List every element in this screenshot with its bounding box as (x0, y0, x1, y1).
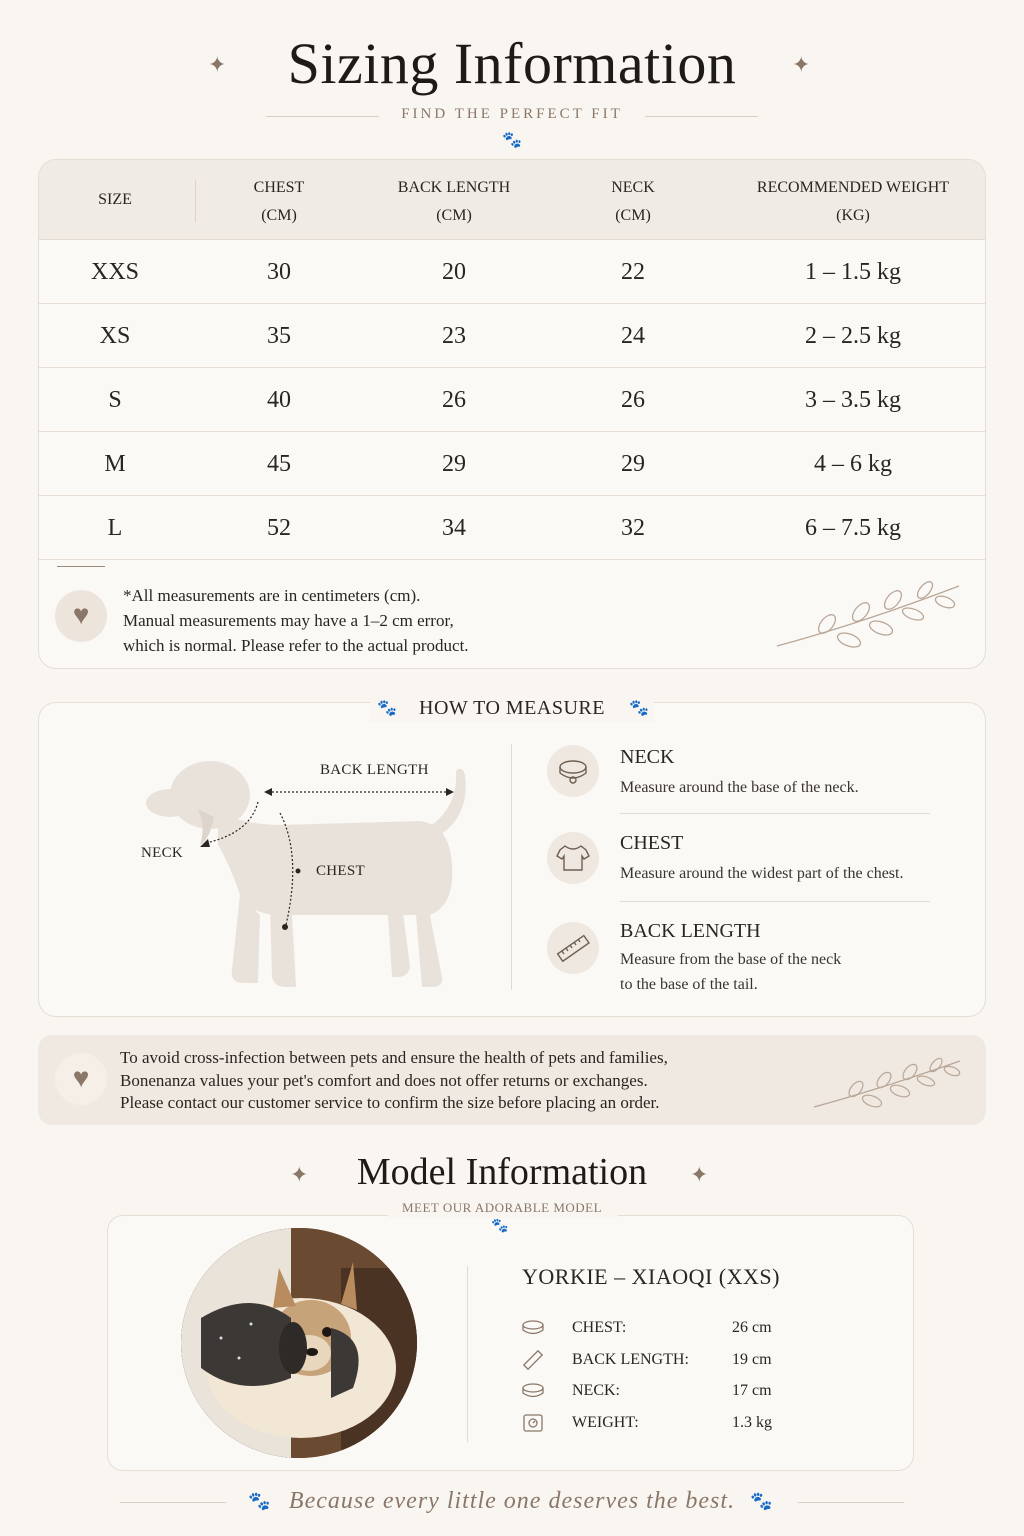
ruler-icon (547, 922, 599, 974)
header-chest: CHEST (CM) (253, 179, 305, 224)
stat-value: 19 cm (732, 1351, 772, 1368)
measurement-note (39, 564, 985, 669)
cell-back-length: 26 (442, 387, 466, 413)
measure-chest-desc: Measure around the widest part of the chest. (620, 865, 904, 882)
cell-weight: 2 – 2.5 kg (805, 323, 901, 349)
stat-label: NECK: (572, 1382, 620, 1399)
how-to-measure-title: HOW TO MEASURE (419, 697, 605, 719)
page-title: Sizing Information (287, 31, 737, 96)
note-line: Manual measurements may have a 1–2 cm error, (123, 611, 454, 630)
table-header (39, 160, 985, 240)
stat-value: 1.3 kg (732, 1414, 772, 1431)
stat-label: CHEST: (572, 1319, 627, 1336)
cell-back-length: 29 (442, 451, 466, 477)
cell-chest: 30 (267, 259, 291, 285)
model-title: Model Information (356, 1151, 648, 1193)
cell-size: M (104, 451, 126, 477)
cell-size: XXS (90, 259, 139, 285)
table-row (39, 432, 985, 496)
tagline: Because every little one deserves the best. (288, 1488, 736, 1514)
paw-icon: 🐾 (491, 1219, 509, 1234)
cell-back-length: 34 (442, 515, 466, 541)
notice-line: Bonenanza values your pet's comfort and does not offer returns or exchanges. (120, 1071, 648, 1090)
chest-label: CHEST (316, 863, 366, 879)
note-line: *All measurements are in centimeters (cm). (123, 586, 421, 605)
page-subtitle: FIND THE PERFECT FIT (401, 106, 623, 122)
ruler-icon (521, 1348, 545, 1372)
cell-chest: 40 (267, 387, 291, 413)
measure-back-length-title: BACK LENGTH (620, 920, 761, 942)
stat-label: WEIGHT: (572, 1414, 639, 1431)
leaf-branch-icon (769, 574, 969, 654)
paw-icon: 🐾 (248, 1491, 271, 1511)
header-size: SIZE (98, 191, 132, 208)
shirt-icon (547, 832, 599, 884)
cell-size: XS (99, 323, 131, 349)
scale-icon (522, 1411, 544, 1433)
stat-value: 17 cm (732, 1382, 772, 1399)
cell-neck: 29 (621, 451, 645, 477)
cell-neck: 26 (621, 387, 645, 413)
table-row (39, 368, 985, 432)
sparkle-icon: ✦ (290, 1162, 309, 1187)
notice-line: To avoid cross-infection between pets and ensure the health of pets and families, (120, 1048, 668, 1067)
cell-weight: 1 – 1.5 kg (805, 259, 901, 285)
header-weight: RECOMMENDED WEIGHT (KG) (756, 179, 950, 224)
leaf-branch-icon (810, 1053, 970, 1113)
cell-weight: 4 – 6 kg (814, 451, 892, 477)
cell-back-length: 23 (442, 323, 466, 349)
cell-chest: 52 (267, 515, 291, 541)
measure-chest-title: CHEST (620, 832, 684, 854)
model-name: YORKIE – XIAOQI (XXS) (522, 1264, 780, 1289)
heart-icon: ♥ (55, 1053, 107, 1105)
model-subtitle: MEET OUR ADORABLE MODEL (401, 1200, 603, 1215)
cell-chest: 35 (267, 323, 291, 349)
notice-panel (38, 1035, 986, 1125)
neck-label: NECK (141, 845, 184, 861)
cell-neck: 22 (621, 259, 645, 285)
table-row (39, 304, 985, 368)
paw-icon: 🐾 (750, 1491, 773, 1511)
measure-neck-desc: Measure around the base of the neck. (620, 779, 859, 796)
cell-weight: 3 – 3.5 kg (805, 387, 901, 413)
stat-label: BACK LENGTH: (572, 1351, 689, 1368)
cell-size: S (108, 387, 122, 413)
cell-weight: 6 – 7.5 kg (805, 515, 901, 541)
cell-neck: 24 (621, 323, 645, 349)
collar-icon (521, 1318, 545, 1338)
header-neck: NECK (CM) (611, 179, 655, 224)
paw-icon: 🐾 (502, 132, 522, 149)
paw-icon: 🐾 (629, 700, 649, 717)
measure-back-length-desc: to the base of the tail. (620, 976, 758, 993)
sparkle-icon: ✦ (208, 52, 227, 77)
measure-back-length-desc: Measure from the base of the neck (620, 951, 842, 968)
sparkle-icon: ✦ (792, 52, 811, 77)
cell-size: L (107, 515, 123, 541)
cell-chest: 45 (267, 451, 291, 477)
collar-icon (521, 1381, 545, 1401)
note-line: which is normal. Please refer to the actual product. (123, 636, 469, 655)
sparkle-icon: ✦ (690, 1162, 709, 1187)
cell-back-length: 20 (442, 259, 466, 285)
heart-icon: ♥ (55, 590, 107, 642)
size-table (38, 159, 986, 669)
table-row (39, 240, 985, 304)
table-row (39, 496, 985, 560)
cell-neck: 32 (621, 515, 645, 541)
notice-line: Please contact our customer service to confirm the size before placing an order. (120, 1093, 660, 1112)
measure-neck-title: NECK (620, 746, 675, 768)
model-photo (181, 1228, 417, 1458)
stat-value: 26 cm (732, 1319, 772, 1336)
measure-lines (140, 755, 480, 995)
paw-icon: 🐾 (377, 700, 397, 717)
header-back-length: BACK LENGTH (CM) (397, 179, 511, 224)
collar-icon (547, 745, 599, 797)
back-length-label: BACK LENGTH (320, 762, 429, 778)
